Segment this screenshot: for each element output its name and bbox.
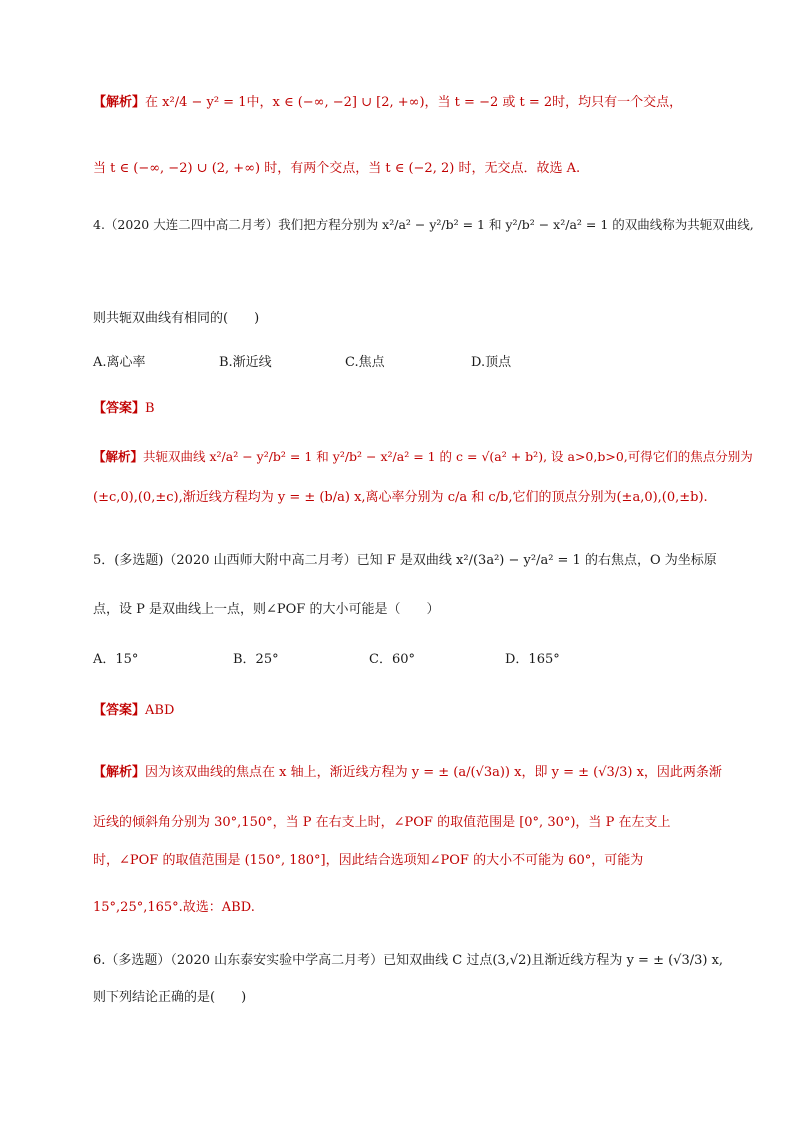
solution-tag: 【解析】 <box>93 95 146 110</box>
q3-solution-line-2: 当 t ∈ (−∞, −2) ∪ (2, +∞) 时，有两个交点，当 t ∈ (−2, 2) 时，无交点．故选 A. <box>93 161 581 176</box>
q5-stem-line-2: 点，设 P 是双曲线上一点，则∠POF 的大小可能是（ ） <box>93 602 440 617</box>
q5-options <box>93 649 560 671</box>
q4-stem-line-1: 4.（2020 大连二四中高二月考）我们把方程分别为 x²/a² − y²/b² = 1 和 y²/b² − x²/a² = 1 的双曲线称为共轭双曲线, <box>93 217 754 232</box>
q4-stem-line-2: 则共轭双曲线有相同的( ) <box>93 311 260 326</box>
q4-analysis-line-1: 【解析】共轭双曲线 x²/a² − y²/b² = 1 和 y²/b² − x²/a² = 1 的 c = √(a² + b²), 设 a>0,b>0,可得它们的焦点分别为 <box>93 449 753 464</box>
q5-option-a: A．15° <box>93 652 139 667</box>
solution-text: 在 x²/4 − y² = 1中，x ∈ (−∞, −2] ∪ [2, +∞)，当 t = −2 或 t = 2时，均只有一个交点， <box>145 95 683 110</box>
q5-analysis-line-4: 15°,25°,165°.故选：ABD. <box>93 900 255 915</box>
q6-stem-line-2: 则下列结论正确的是( ) <box>93 990 247 1005</box>
q4-options <box>93 352 511 374</box>
q4-answer: 【答案】B <box>93 401 155 416</box>
q4-analysis-line-2: (±c,0),(0,±c),渐近线方程均为 y = ± (b/a) x,离心率分别为 c/a 和 c/b,它们的顶点分别为(±a,0),(0,±b). <box>93 490 708 505</box>
q5-analysis-line-1: 【解析】因为该双曲线的焦点在 x 轴上，渐近线方程为 y = ± (a/(√3a)) x，即 y = ± (√3/3) x，因此两条渐 <box>93 765 722 780</box>
q5-option-b: B．25° <box>233 652 279 667</box>
q5-analysis-line-3: 时，∠POF 的取值范围是 (150°, 180°]，因此结合选项知∠POF 的大小不可能为 60°，可能为 <box>93 853 644 868</box>
q6-stem-line-1: 6.（多选题）（2020 山东泰安实验中学高二月考）已知双曲线 C 过点(3,√2)且渐近线方程为 y = ± (√3/3) x, <box>93 953 724 968</box>
q4-option-b: B.渐近线 <box>219 355 272 370</box>
q5-option-d: D．165° <box>505 652 560 667</box>
q5-stem-line-1: 5．(多选题)（2020 山西师大附中高二月考）已知 F 是双曲线 x²/(3a²) − y²/a² = 1 的右焦点，O 为坐标原 <box>93 553 717 568</box>
q4-option-c: C.焦点 <box>345 355 385 370</box>
q5-answer: 【答案】ABD <box>93 703 175 718</box>
q4-option-a: A.离心率 <box>93 355 146 370</box>
q4-option-d: D.顶点 <box>471 355 512 370</box>
q3-solution-line-1 <box>93 92 682 114</box>
q5-analysis-line-2: 近线的倾斜角分别为 30°,150°，当 P 在右支上时，∠POF 的取值范围是 [0°, 30°)，当 P 在左支上 <box>93 815 671 830</box>
q5-option-c: C．60° <box>369 652 415 667</box>
